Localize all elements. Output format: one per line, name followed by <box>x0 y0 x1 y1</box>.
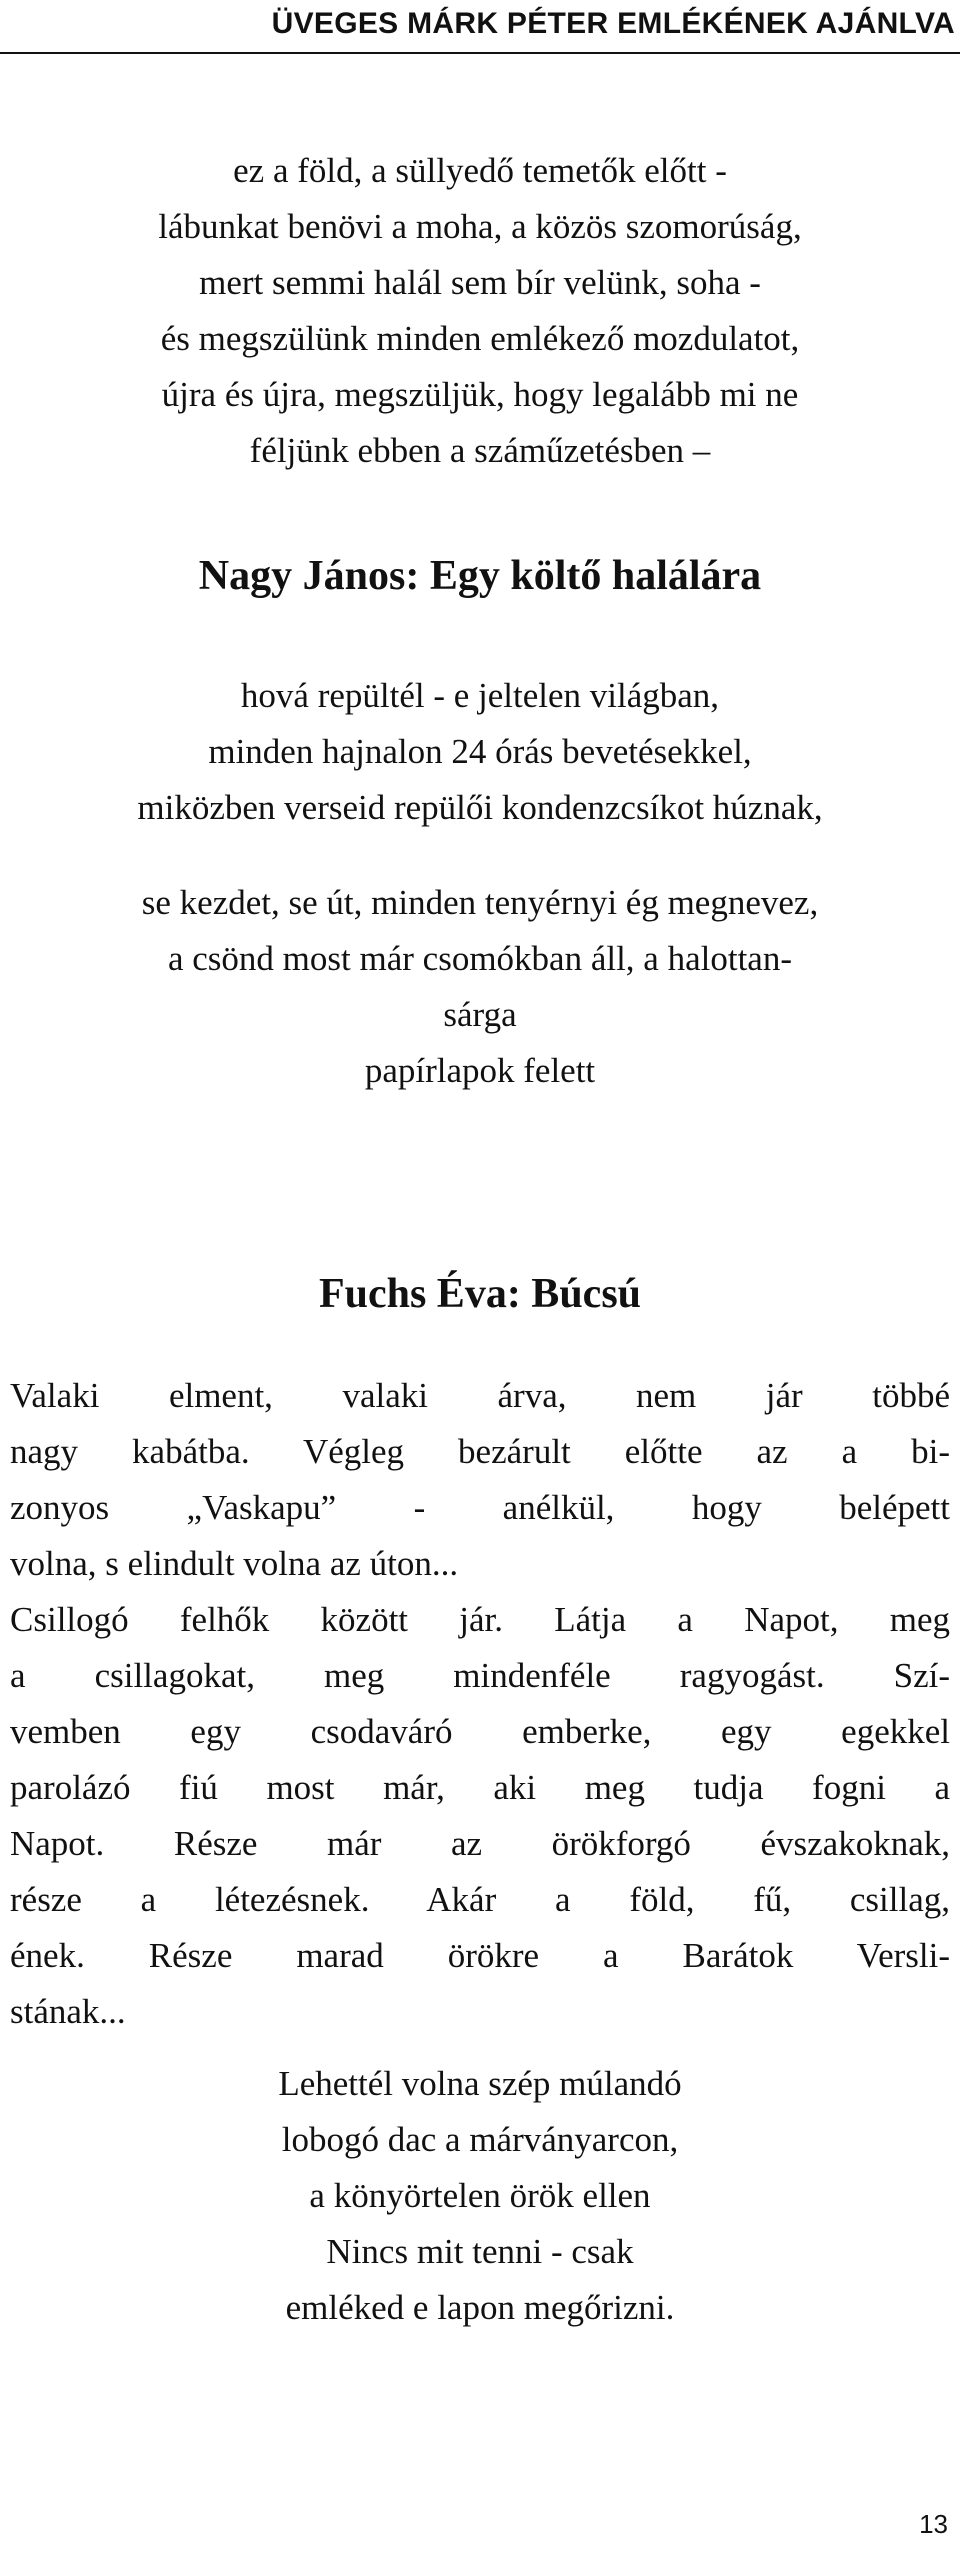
poem-line: Lehettél volna szép múlandó <box>278 2064 682 2103</box>
section-title: Nagy János: Egy költő halálára <box>198 553 762 599</box>
prose-line: Napot. Része már az örökforgó évszakoknak, <box>10 1824 950 1863</box>
prose-line: stának... <box>10 1992 126 2031</box>
poem-line: a csönd most már csomókban áll, a halottan- <box>167 939 792 978</box>
prose-line: része a létezésnek. Akár a föld, fű, csillag, <box>10 1880 950 1919</box>
poem-line: a könyörtelen örök ellen <box>309 2176 651 2215</box>
header-rule <box>0 52 960 54</box>
poem-stanza <box>0 875 960 1099</box>
prose-line: volna, s elindult volna az úton... <box>10 1544 459 1583</box>
poem-line: ez a föld, a süllyedő temetők előtt - <box>233 151 727 190</box>
poem-line: féljünk ebben a száműzetésben – <box>249 431 711 470</box>
poem-line: emléked e lapon megőrizni. <box>285 2288 675 2327</box>
prose-line: parolázó fiú most már, aki meg tudja fogni a <box>10 1768 950 1807</box>
poem-line: Nincs mit tenni - csak <box>326 2232 634 2271</box>
poem-line: hová repültél - e jeltelen világban, <box>240 676 720 715</box>
poem-line: mert semmi halál sem bír velünk, soha - <box>199 263 761 302</box>
poem-line: minden hajnalon 24 órás bevetésekkel, <box>208 732 752 771</box>
poem-line: se kezdet, se út, minden tenyérnyi ég megnevez, <box>141 883 819 922</box>
poem-stanza <box>0 668 960 836</box>
prose-line: nagy kabátba. Végleg bezárult előtte az a bi- <box>10 1432 950 1471</box>
poem-stanza <box>0 2056 960 2336</box>
poem-fragment <box>0 143 960 479</box>
section-title: Fuchs Éva: Búcsú <box>318 1271 642 1317</box>
prose-paragraph <box>10 1368 950 2040</box>
poem-line: lábunkat benövi a moha, a közös szomorúság, <box>158 207 802 246</box>
poem-line: és megszülünk minden emlékező mozdulatot, <box>160 319 800 358</box>
page-number: 13 <box>919 2509 948 2539</box>
running-header: ÜVEGES MÁRK PÉTER EMLÉKÉNEK AJÁNLVA <box>271 7 955 40</box>
prose-line: vemben egy csodaváró emberke, egy egekkel <box>10 1712 950 1751</box>
poem-line: lobogó dac a márványarcon, <box>281 2120 679 2159</box>
prose-line: Csillogó felhők között jár. Látja a Napot, meg <box>10 1600 950 1639</box>
poem-line: papírlapok felett <box>364 1051 596 1090</box>
poem-line: sárga <box>443 995 517 1034</box>
prose-line: Valaki elment, valaki árva, nem jár többé <box>10 1376 950 1415</box>
poem-line: újra és újra, megszüljük, hogy legalább mi ne <box>161 375 799 414</box>
prose-line: ének. Része marad örökre a Barátok Versli- <box>10 1936 950 1975</box>
prose-line: zonyos „Vaskapu” - anélkül, hogy belépett <box>10 1488 950 1527</box>
prose-line: a csillagokat, meg mindenféle ragyogást. Szí- <box>10 1656 950 1695</box>
poem-line: miközben verseid repülői kondenzcsíkot húznak, <box>137 788 823 827</box>
